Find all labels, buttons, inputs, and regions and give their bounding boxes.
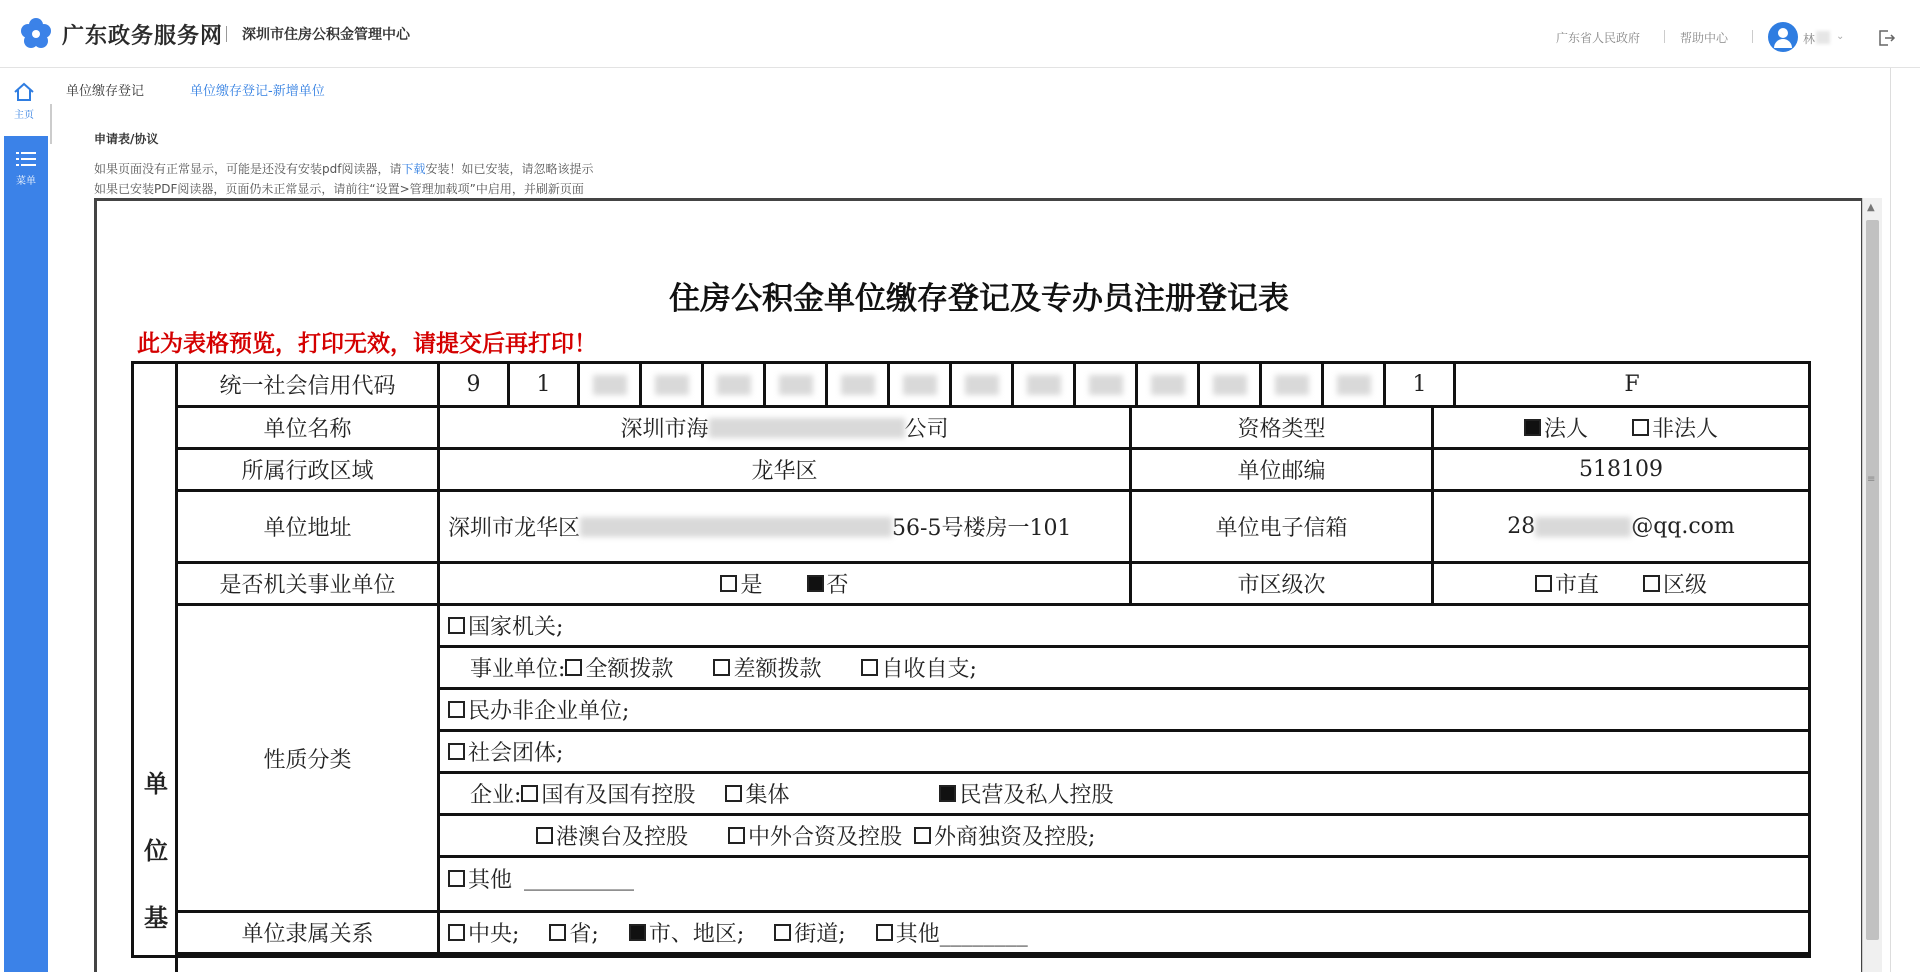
qualification-options bbox=[1434, 408, 1808, 447]
opt-province: 省; bbox=[569, 922, 599, 947]
scroll-up-arrow-icon[interactable]: ▲ bbox=[1867, 202, 1875, 213]
email-value bbox=[1434, 492, 1808, 561]
opt-city: 市、地区; bbox=[648, 922, 745, 947]
district-value: 龙华区 bbox=[440, 450, 1132, 489]
side-char: 单 bbox=[144, 769, 168, 798]
code-digit-redacted bbox=[952, 364, 1014, 405]
code-digit-redacted bbox=[580, 364, 642, 405]
row-is-gov bbox=[178, 564, 1808, 606]
label-address: 单位地址 bbox=[178, 492, 440, 561]
company-name-suffix: 公司 bbox=[904, 417, 949, 442]
scroll-grip-icon: ≡ bbox=[1867, 474, 1876, 485]
rail-home[interactable] bbox=[4, 70, 44, 124]
opt-ent-collective: 集体 bbox=[745, 783, 790, 808]
opt-inst-self: 自收自支; bbox=[881, 657, 977, 682]
opt-private-nonent: 民办非企业单位; bbox=[468, 699, 630, 724]
opt-city-direct: 市直 bbox=[1554, 573, 1599, 598]
nature-row bbox=[440, 816, 1808, 858]
code-digit-redacted bbox=[1138, 364, 1200, 405]
code-digit-redacted bbox=[1262, 364, 1324, 405]
code-digit: 9 bbox=[440, 364, 510, 405]
email-suffix: @qq.com bbox=[1631, 514, 1735, 539]
opt-yes: 是 bbox=[740, 573, 763, 598]
label-qualification: 资格类型 bbox=[1132, 408, 1434, 447]
nature-row bbox=[440, 690, 1808, 732]
row-credit-code bbox=[178, 364, 1808, 408]
rail-menu-label: 菜单 bbox=[16, 176, 36, 187]
top-link-divider bbox=[1664, 30, 1665, 43]
postcode-value: 518109 bbox=[1579, 457, 1663, 482]
inst-prefix: 事业单位: bbox=[470, 657, 566, 682]
label-district: 所属行政区域 bbox=[178, 450, 440, 489]
address-suffix: 56-5号楼房一101 bbox=[892, 516, 1072, 541]
code-digit-redacted bbox=[828, 364, 890, 405]
opt-district-level: 区级 bbox=[1663, 573, 1708, 598]
opt-nature-other: 其他 bbox=[468, 867, 513, 893]
pdf-viewer[interactable] bbox=[94, 198, 1864, 972]
opt-ent-jv: 中外合资及控股 bbox=[748, 825, 903, 850]
opt-gov-agency: 国家机关; bbox=[468, 615, 564, 640]
row-district bbox=[178, 450, 1808, 492]
opt-street: 街道; bbox=[794, 922, 846, 947]
company-name-value bbox=[440, 408, 1132, 447]
code-digit: 1 bbox=[510, 364, 580, 405]
code-digit-redacted bbox=[1076, 364, 1138, 405]
label-postcode: 单位邮编 bbox=[1132, 450, 1434, 489]
code-digit-redacted bbox=[704, 364, 766, 405]
company-name-prefix: 深圳市海 bbox=[620, 417, 709, 442]
opt-inst-full: 全额拨款 bbox=[585, 657, 674, 682]
label-is-gov: 是否机关事业单位 bbox=[178, 564, 440, 603]
code-digit-redacted bbox=[1014, 364, 1076, 405]
document-title: 住房公积金单位缴存登记及专办员注册登记表 bbox=[669, 281, 1289, 317]
affiliation-options bbox=[440, 913, 1808, 952]
row-address bbox=[178, 492, 1808, 564]
link-help-center[interactable]: 帮助中心 bbox=[1680, 31, 1729, 45]
label-company-name: 单位名称 bbox=[178, 408, 440, 447]
user-name-blur bbox=[1816, 31, 1830, 44]
code-digit-redacted bbox=[1200, 364, 1262, 405]
notice-line-2: 如果已安装PDF阅读器，页面仍未正常显示，请前往“设置>管理加载项”中启用，并刷新页面 bbox=[94, 182, 584, 196]
label-nature: 性质分类 bbox=[178, 606, 440, 910]
preview-warning: 此为表格预览，打印无效，请提交后再打印！ bbox=[137, 330, 597, 357]
registration-form-table bbox=[131, 361, 1811, 958]
brand-divider bbox=[226, 26, 227, 42]
top-header bbox=[0, 0, 1920, 68]
code-digit-redacted bbox=[766, 364, 828, 405]
top-link-divider bbox=[1752, 30, 1753, 43]
is-gov-options bbox=[440, 564, 1132, 603]
side-char: 基 bbox=[144, 903, 168, 932]
user-name[interactable]: 林 bbox=[1803, 32, 1816, 46]
nature-row bbox=[440, 606, 1808, 648]
side-char: 位 bbox=[144, 836, 168, 865]
link-gd-gov[interactable]: 广东省人民政府 bbox=[1556, 31, 1641, 45]
label-email: 单位电子信箱 bbox=[1132, 492, 1434, 561]
gd-gov-logo-icon[interactable] bbox=[18, 16, 54, 52]
list-icon bbox=[16, 150, 36, 168]
checkbox bbox=[720, 575, 737, 592]
page-right-edge bbox=[1890, 68, 1891, 972]
user-avatar-icon[interactable] bbox=[1768, 22, 1798, 52]
notice-line-1 bbox=[94, 160, 594, 177]
notice-line-1-post: 安装！如已安装，请忽略该提示 bbox=[425, 162, 594, 176]
code-digit-redacted bbox=[1324, 364, 1386, 405]
row-affiliation bbox=[178, 913, 1808, 955]
logout-icon[interactable] bbox=[1876, 28, 1896, 48]
download-link[interactable]: 下载 bbox=[401, 162, 426, 176]
tab-unit-registration-new[interactable]: 单位缴存登记-新增单位 bbox=[190, 84, 325, 99]
nature-options bbox=[440, 606, 1808, 910]
checkbox-checked bbox=[1524, 419, 1541, 436]
checkbox bbox=[1643, 575, 1660, 592]
collapse-handle[interactable] bbox=[50, 104, 52, 144]
home-icon bbox=[13, 82, 35, 102]
label-affiliation: 单位隶属关系 bbox=[178, 913, 440, 952]
address-prefix: 深圳市龙华区 bbox=[448, 516, 581, 541]
pdf-scrollbar[interactable] bbox=[1862, 198, 1882, 972]
code-digit: 1 bbox=[1386, 364, 1456, 405]
label-city-level: 市区级次 bbox=[1132, 564, 1434, 603]
scroll-thumb[interactable] bbox=[1866, 220, 1879, 940]
opt-ent-foreign: 外商独资及控股; bbox=[934, 825, 1096, 850]
opt-ent-hmt: 港澳台及控股 bbox=[556, 825, 689, 850]
email-prefix: 28 bbox=[1507, 514, 1536, 539]
opt-inst-diff: 差额拨款 bbox=[733, 657, 822, 682]
checkbox bbox=[1535, 575, 1552, 592]
opt-no: 否 bbox=[826, 573, 849, 598]
rail-home-label: 主页 bbox=[14, 110, 34, 121]
checkbox bbox=[1632, 419, 1649, 436]
opt-social: 社会团体; bbox=[468, 741, 564, 766]
nature-row bbox=[440, 732, 1808, 774]
sub-brand-title: 深圳市住房公积金管理中心 bbox=[242, 27, 410, 43]
city-level-options bbox=[1434, 564, 1808, 603]
section-side-label bbox=[134, 364, 178, 972]
nature-row bbox=[440, 774, 1808, 816]
notice-line-1-pre: 如果页面没有正常显示，可能是还没有安装pdf阅读器，请 bbox=[94, 162, 402, 176]
code-digit-redacted bbox=[642, 364, 704, 405]
checkbox-checked bbox=[807, 575, 824, 592]
opt-ent-private: 民营及私人控股 bbox=[959, 783, 1114, 808]
nature-other-blank: __________ bbox=[524, 865, 635, 891]
address-value bbox=[440, 492, 1132, 561]
code-digit: F bbox=[1624, 372, 1640, 397]
tab-unit-registration[interactable]: 单位缴存登记 bbox=[66, 84, 145, 99]
notice-title: 申请表/协议 bbox=[94, 132, 159, 146]
nature-row bbox=[440, 648, 1808, 690]
left-rail bbox=[0, 68, 48, 972]
rail-menu[interactable] bbox=[4, 136, 48, 972]
opt-non-legal: 非法人 bbox=[1652, 417, 1719, 442]
nature-block bbox=[178, 606, 1808, 913]
opt-central: 中央; bbox=[468, 922, 520, 947]
code-digit-redacted bbox=[890, 364, 952, 405]
label-credit-code: 统一社会信用代码 bbox=[178, 364, 440, 405]
row-company-name bbox=[178, 408, 1808, 450]
nature-row bbox=[440, 858, 1808, 898]
opt-affiliation-other: 其他________ bbox=[895, 922, 1028, 947]
opt-ent-state: 国有及国有控股 bbox=[541, 783, 696, 808]
brand-title[interactable]: 广东政务服务网 bbox=[62, 24, 224, 49]
chevron-down-icon[interactable]: ⌄ bbox=[1836, 31, 1845, 42]
ent-prefix: 企业: bbox=[470, 783, 522, 808]
opt-legal: 法人 bbox=[1543, 417, 1588, 442]
